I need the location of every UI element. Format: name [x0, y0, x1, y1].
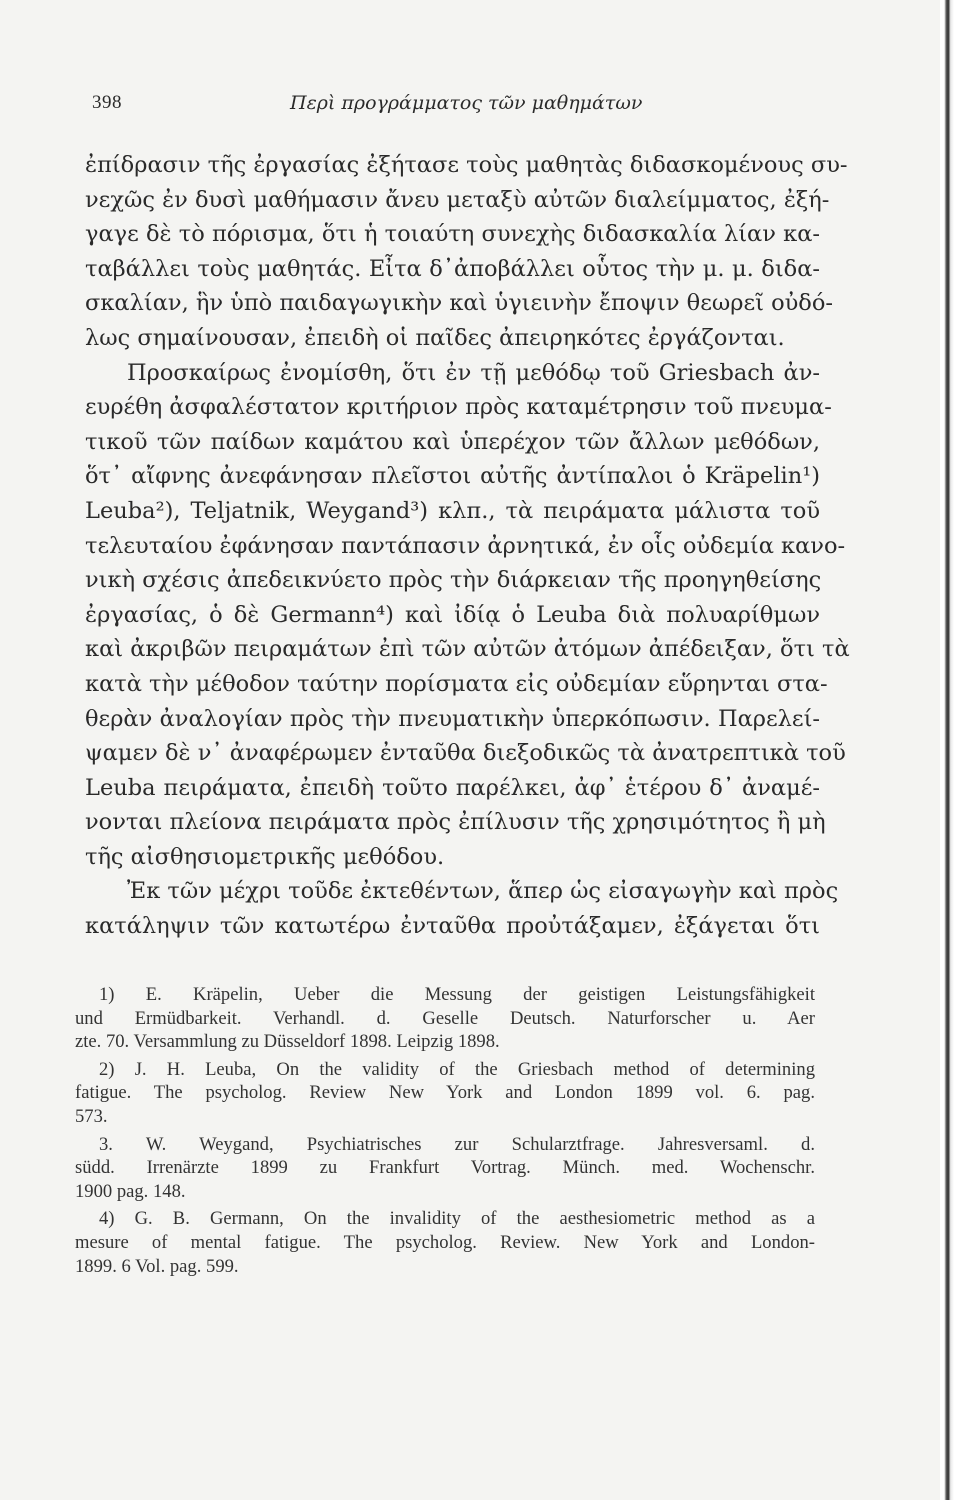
text-line: σκαλίαν, ἣν ὑπὸ παιδαγωγικὴν καὶ ὑγιεινὴν ἔποψιν θεωρεῖ οὐδό-: [85, 290, 834, 317]
footnote-line: zte. 70. Versammlung zu Düsseldorf 1898. Leipzig 1898.: [75, 1031, 500, 1053]
footnote-1: [75, 983, 815, 1054]
text-line: ψαμεν δὲ ν᾽ ἀναφέρωμεν ἐνταῦθα διεξοδικῶς τὰ ἀνατρεπτικὰ τοῦ: [85, 740, 846, 767]
footnotes: [75, 983, 815, 1282]
text-line: ἐργασίας, ὁ δὲ Germann⁴) καὶ ἰδίᾳ ὁ Leuba διὰ πολυαρίθμων: [85, 601, 820, 628]
text-line: κατάληψιν τῶν κατωτέρω ἐνταῦθα προὐτάξαμεν, ἐξάγεται ὅτι: [85, 913, 820, 940]
footnote-line: 3. W. Weygand, Psychiatrisches zur Schularztfrage. Jahresversaml. d.: [99, 1133, 815, 1155]
footnote-line: mesure of mental fatigue. The psycholog. Review. New York and London-: [75, 1231, 815, 1253]
text-line: γαγε δὲ τὸ πόρισμα, ὅτι ἡ τοιαύτη συνεχὴς διδασκαλία λίαν κα-: [85, 221, 820, 248]
text-line: ταβάλλει τοὺς μαθητάς. Εἶτα δ᾽ἀποβάλλει οὗτος τὴν μ. μ. διδα-: [85, 255, 820, 282]
footnote-line: 1) E. Kräpelin, Ueber die Messung der geistigen Leistungsfähigkeit: [99, 984, 815, 1005]
text-line: θερὰν ἀναλογίαν πρὸς τὴν πνευματικὴν ὑπερκόπωσιν. Παρελεί-: [85, 705, 820, 732]
text-line: ευρέθη ἀσφαλέστατον κριτήριον πρὸς καταμέτρησιν τοῦ πνευμα-: [85, 394, 832, 421]
text-line: Προσκαίρως ἐνομίσθη, ὅτι ἐν τῇ μεθόδῳ τοῦ Griesbach ἀν-: [127, 359, 820, 386]
footnote-line: 4) G. B. Germann, On the invalidity of the aesthesiometric method as a: [99, 1208, 815, 1230]
page-edge: [940, 0, 954, 1500]
page-number: 398: [92, 92, 122, 113]
text-line: κατὰ τὴν μέθοδον ταύτην πορίσματα εἰς οὐδεμίαν εὕρηνται στα-: [85, 670, 828, 697]
footnote-line: 573.: [75, 1105, 108, 1127]
footnote-line: 2) J. H. Leuba, On the validity of the Griesbach method of determining: [99, 1058, 815, 1080]
text-line: τικοῦ τῶν παίδων καμάτου καὶ ὑπερέχον τῶν ἄλλων μεθόδων,: [85, 428, 820, 455]
text-line: ἐπίδρασιν τῆς ἐργασίας ἐξήτασε τοὺς μαθητὰς διδασκομένους συ-: [85, 152, 848, 178]
footnote-2: [75, 1058, 815, 1129]
text-line: τελευταίου ἐφάνησαν παντάπασιν ἀρνητικά, ἐν οἷς οὐδεμία κανο-: [85, 532, 846, 559]
running-title: Περὶ προγράμματος τῶν μαθημάτων: [290, 92, 643, 114]
text-line: Ἐκ τῶν μέχρι τοῦδε ἐκτεθέντων, ἅπερ ὡς εἰσαγωγὴν καὶ πρὸς: [127, 878, 839, 905]
text-line: νονται πλείονα πειράματα πρὸς ἐπίλυσιν τῆς χρησιμότητος ἢ μὴ: [85, 809, 826, 836]
text-line: τῆς αἰσθησιομετρικῆς μεθόδου.: [85, 843, 445, 870]
text-line: Leuba²), Teljatnik, Weygand³) κλπ., τὰ πειράματα μάλιστα τοῦ: [85, 497, 820, 524]
text-line: νεχῶς ἐν δυσὶ μαθήμασιν ἄνευ μεταξὺ αὐτῶν διαλείμματος, ἐξή-: [85, 186, 830, 213]
text-line: νικὴ σχέσις ἀπεδεικνύετο πρὸς τὴν διάρκειαν τῆς προηγηθείσης: [85, 567, 822, 594]
text-line: ὅτ᾽ αἴφνης ἀνεφάνησαν πλεῖστοι αὐτῆς ἀντίπαλοι ὁ Kräpelin¹): [85, 463, 820, 490]
text-line: λως σημαίνουσαν, ἐπειδὴ οἱ παῖδες ἀπειρηκότες ἐργάζονται.: [85, 324, 785, 351]
body-text: [85, 148, 850, 944]
text-line: Leuba πειράματα, ἐπειδὴ τοῦτο παρέλκει, ἀφ᾽ ἑτέρου δ᾽ ἀναμέ-: [85, 774, 820, 801]
footnote-line: und Ermüdbarkeit. Verhandl. d. Geselle Deutsch. Naturforscher u. Aer: [75, 1007, 815, 1029]
footnote-line: südd. Irrenärzte 1899 zu Frankfurt Vortrag. Münch. med. Wochenschr.: [75, 1157, 815, 1179]
footnote-3: [75, 1133, 815, 1204]
footnote-line: 1899. 6 Vol. pag. 599.: [75, 1255, 239, 1277]
footnote-line: 1900 pag. 148.: [75, 1180, 186, 1202]
text-line: καὶ ἀκριβῶν πειραμάτων ἐπὶ τῶν αὐτῶν ἀτόμων ἀπέδειξαν, ὅτι τὰ: [85, 636, 850, 663]
page-header: [92, 92, 822, 122]
footnote-4: [75, 1207, 815, 1278]
footnote-line: fatigue. The psycholog. Review New York and London 1899 vol. 6. pag.: [75, 1082, 815, 1104]
